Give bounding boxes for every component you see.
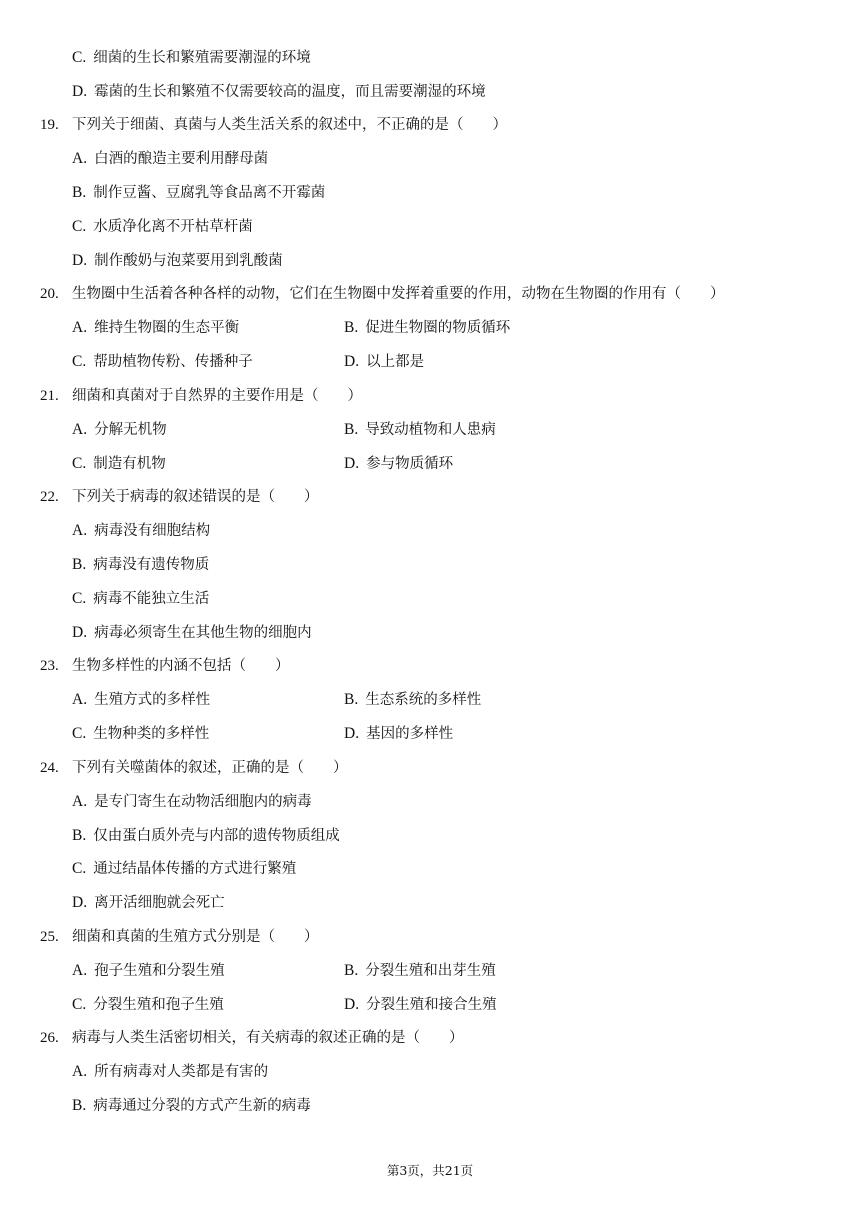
- option-d: D. 基因的多样性: [344, 725, 454, 742]
- question-number: 23.: [40, 658, 59, 674]
- question-26: [0, 1026, 860, 1050]
- question-24: [0, 756, 860, 780]
- question-number: 21.: [40, 388, 59, 404]
- option-b: B. 分裂生殖和出芽生殖: [344, 962, 496, 979]
- question-number: 22.: [40, 489, 59, 505]
- question-number: 19.: [40, 117, 59, 133]
- question-stem: 细菌和真菌对于自然界的主要作用是（ ）: [72, 388, 362, 404]
- option-a: A. 病毒没有细胞结构: [72, 522, 211, 539]
- question-stem: 下列有关噬菌体的叙述，正确的是（ ）: [72, 760, 348, 776]
- question-number: 25.: [40, 929, 59, 945]
- option-row: [0, 147, 860, 171]
- option-row: [0, 249, 860, 273]
- option-c: C. 细菌的生长和繁殖需要潮湿的环境: [72, 49, 311, 66]
- option-row: [0, 891, 860, 915]
- question-stem: 下列关于细菌、真菌与人类生活关系的叙述中，不正确的是（ ）: [72, 117, 507, 133]
- question-stem: 生物圈中生活着各种各样的动物，它们在生物圈中发挥着重要的作用，动物在生物圈的作用有（ ）: [72, 286, 725, 302]
- option-row: [0, 350, 860, 374]
- option-a: A. 白酒的酿造主要利用酵母菌: [72, 150, 269, 167]
- question-stem: 病毒与人类生活密切相关，有关病毒的叙述正确的是（ ）: [72, 1030, 464, 1046]
- option-c: C. 分裂生殖和孢子生殖: [72, 996, 224, 1013]
- page-footer: 第3页，共21页: [386, 1163, 474, 1178]
- question-23: [0, 654, 860, 678]
- option-a: A. 分解无机物: [72, 421, 167, 438]
- option-row: [0, 688, 860, 712]
- option-row: [0, 46, 860, 70]
- question-number: 24.: [40, 760, 59, 776]
- option-row: [0, 452, 860, 476]
- option-a: A. 维持生物圈的生态平衡: [72, 319, 240, 336]
- option-d: D. 霉菌的生长和繁殖不仅需要较高的温度，而且需要潮湿的环境: [72, 83, 486, 100]
- question-25: [0, 925, 860, 949]
- question-19: [0, 113, 860, 137]
- question-stem: 生物多样性的内涵不包括（ ）: [72, 658, 290, 674]
- question-22: [0, 485, 860, 509]
- option-b: B. 病毒通过分裂的方式产生新的病毒: [72, 1097, 311, 1114]
- option-c: C. 生物种类的多样性: [72, 725, 210, 742]
- question-number: 20.: [40, 286, 59, 302]
- question-number: 26.: [40, 1030, 59, 1046]
- option-row: [0, 824, 860, 848]
- option-row: [0, 1060, 860, 1084]
- option-row: [0, 959, 860, 983]
- option-b: B. 生态系统的多样性: [344, 691, 482, 708]
- option-row: [0, 722, 860, 746]
- option-row: [0, 857, 860, 881]
- option-row: [0, 993, 860, 1017]
- option-row: [0, 790, 860, 814]
- option-d: D. 制作酸奶与泡菜要用到乳酸菌: [72, 252, 283, 269]
- option-row: [0, 181, 860, 205]
- question-20: [0, 282, 860, 306]
- option-d: D. 分裂生殖和接合生殖: [344, 996, 497, 1013]
- option-d: D. 以上都是: [344, 353, 425, 370]
- option-c: C. 通过结晶体传播的方式进行繁殖: [72, 860, 297, 877]
- option-a: A. 孢子生殖和分裂生殖: [72, 962, 225, 979]
- option-d: D. 离开活细胞就会死亡: [72, 894, 225, 911]
- option-a: A. 所有病毒对人类都是有害的: [72, 1063, 269, 1080]
- option-row: [0, 80, 860, 104]
- question-21: [0, 384, 860, 408]
- option-d: D. 病毒必须寄生在其他生物的细胞内: [72, 624, 312, 641]
- option-row: [0, 553, 860, 577]
- question-stem: 下列关于病毒的叙述错误的是（ ）: [72, 489, 319, 505]
- option-b: B. 病毒没有遗传物质: [72, 556, 210, 573]
- option-a: A. 是专门寄生在动物活细胞内的病毒: [72, 793, 312, 810]
- option-row: [0, 1094, 860, 1118]
- option-b: B. 制作豆酱、豆腐乳等食品离不开霉菌: [72, 184, 326, 201]
- question-stem: 细菌和真菌的生殖方式分别是（ ）: [72, 929, 319, 945]
- option-row: [0, 316, 860, 340]
- option-row: [0, 587, 860, 611]
- option-row: [0, 215, 860, 239]
- option-a: A. 生殖方式的多样性: [72, 691, 211, 708]
- option-c: C. 帮助植物传粉、传播种子: [72, 353, 253, 370]
- option-row: [0, 418, 860, 442]
- option-row: [0, 621, 860, 645]
- option-c: C. 病毒不能独立生活: [72, 590, 210, 607]
- option-b: B. 导致动植物和人患病: [344, 421, 496, 438]
- option-c: C. 水质净化离不开枯草杆菌: [72, 218, 253, 235]
- option-b: B. 仅由蛋白质外壳与内部的遗传物质组成: [72, 827, 340, 844]
- option-row: [0, 519, 860, 543]
- option-c: C. 制造有机物: [72, 455, 166, 472]
- option-b: B. 促进生物圈的物质循环: [344, 319, 511, 336]
- option-d: D. 参与物质循环: [344, 455, 454, 472]
